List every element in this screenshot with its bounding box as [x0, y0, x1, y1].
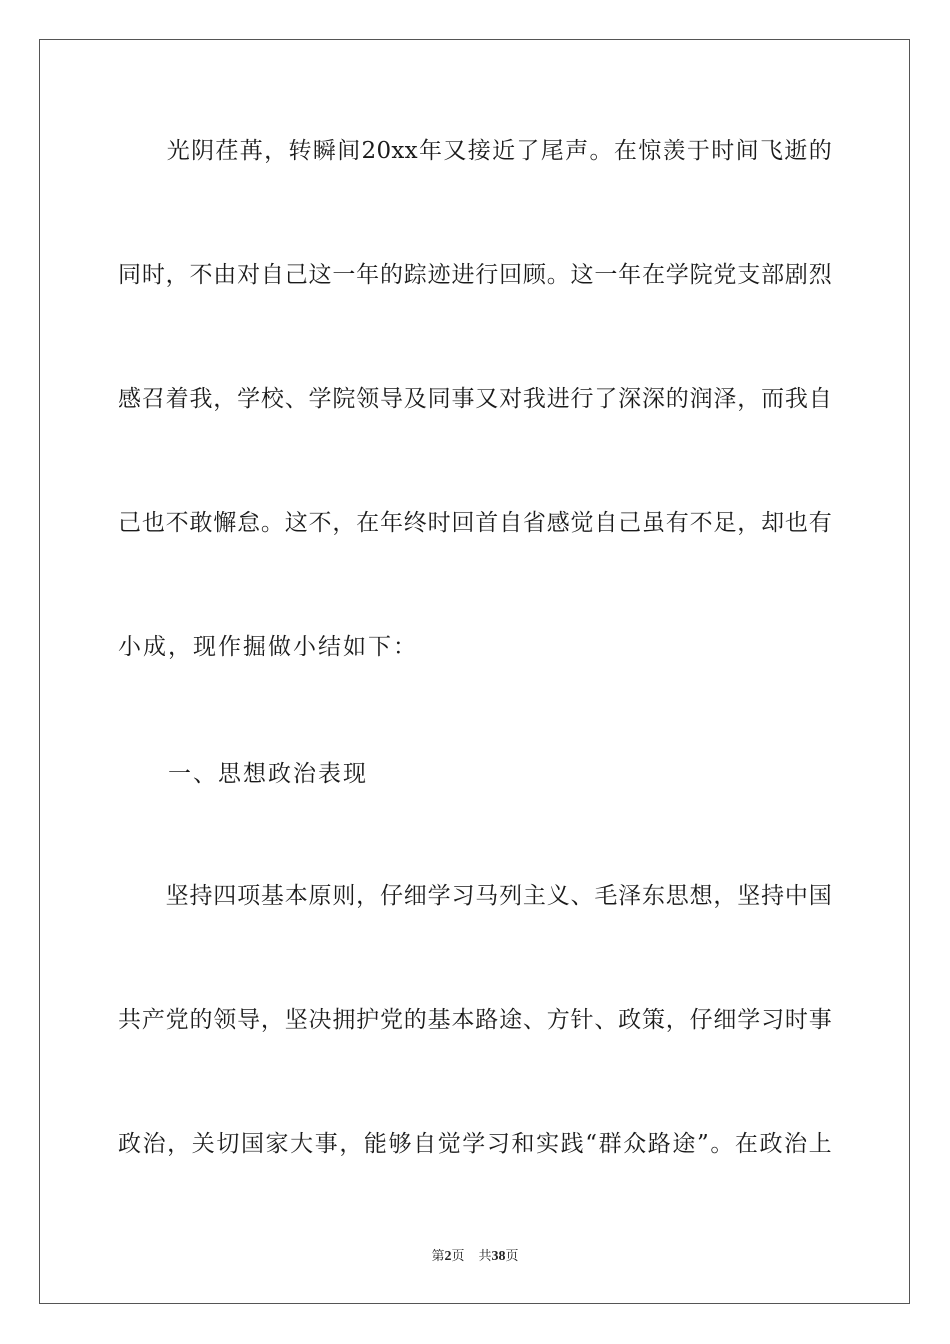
- page-total: 38: [491, 1249, 506, 1264]
- total-suffix: 页: [505, 1249, 519, 1264]
- body-line-7: 共产党的领导，坚决拥护党的基本路途、方针、政策，仔细学习时事: [118, 1007, 832, 1033]
- page-border: [39, 39, 910, 1304]
- body-line-8: 政治，关切国家大事，能够自觉学习和实践“群众路途”。在政治上: [118, 1131, 832, 1157]
- section-heading: 一、思想政治表现: [118, 761, 368, 787]
- body-line-4: 己也不敢懈怠。这不，在年终时回首自省感觉自己虽有不足，却也有: [118, 510, 832, 536]
- body-line-1: 光阴荏苒，转瞬间20xx年又接近了尾声。在惊羡于时间飞逝的: [118, 138, 832, 164]
- page-suffix: 页: [451, 1249, 465, 1264]
- body-line-2: 同时，不由对自己这一年的踪迹进行回顾。这一年在学院党支部剧烈: [118, 262, 832, 288]
- page-prefix: 第: [431, 1249, 445, 1264]
- body-line-3: 感召着我，学校、学院领导及同事又对我进行了深深的润泽，而我自: [118, 386, 832, 412]
- body-line-6: 坚持四项基本原则，仔细学习马列主义、毛泽东思想，坚持中国: [118, 883, 832, 909]
- total-prefix: 共: [478, 1249, 492, 1264]
- page-current: 2: [444, 1249, 452, 1264]
- body-line-5: 小成，现作掘做小结如下：: [118, 634, 418, 660]
- page-footer: [0, 1248, 950, 1266]
